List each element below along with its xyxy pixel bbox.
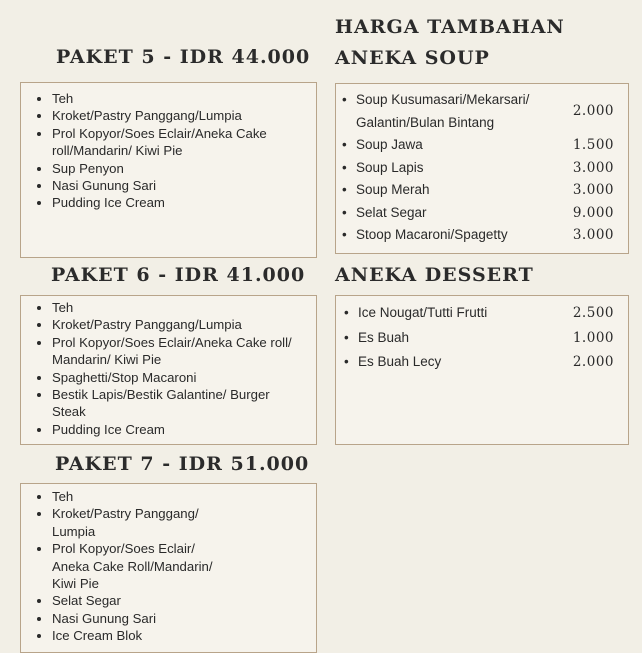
list-item: • Prol Kopyor/Soes Eclair/ Aneka Cake Roll/Mandarin/ Kiwi Pie bbox=[52, 540, 316, 592]
paket6-list bbox=[21, 299, 316, 438]
price-item bbox=[358, 350, 614, 375]
list-item: • Kroket/Pastry Panggang/Lumpia bbox=[52, 107, 316, 124]
item-name: • Soup Jawa bbox=[356, 137, 423, 152]
list-item: • Kroket/Pastry Panggang/Lumpia bbox=[52, 316, 316, 333]
dessert-title: ANEKA DESSERT bbox=[335, 264, 534, 286]
soup-title-line2: ANEKA SOUP bbox=[335, 47, 490, 69]
item-name: • Soup Merah bbox=[356, 182, 430, 197]
list-item: • Prol Kopyor/Soes Eclair/Aneka Cake roll/ Mandarin/ Kiwi Pie bbox=[52, 334, 316, 369]
item-price: 9.000 bbox=[572, 204, 614, 221]
paket7-list bbox=[21, 488, 316, 645]
paket5-box bbox=[20, 82, 317, 258]
item-name: • Es Buah bbox=[358, 329, 410, 345]
price-item bbox=[356, 179, 614, 202]
list-item: • Teh bbox=[52, 90, 316, 107]
price-item bbox=[356, 224, 614, 247]
soup-price-box bbox=[335, 83, 629, 254]
price-item bbox=[358, 326, 614, 351]
soup-price-list bbox=[336, 89, 628, 247]
paket5-list bbox=[21, 90, 316, 212]
item-price: 1.000 bbox=[572, 329, 614, 346]
list-item: • Ice Cream Blok bbox=[52, 627, 316, 644]
item-name: • Soup Kusumasari/Mekarsari/ Galantin/Bulan Bintang bbox=[356, 92, 530, 130]
list-item: • Selat Segar bbox=[52, 592, 316, 609]
item-name: • Es Buah Lecy bbox=[358, 354, 442, 369]
item-price: 3.000 bbox=[572, 182, 614, 198]
list-item: • Nasi Gunung Sari bbox=[52, 610, 316, 627]
item-name: • Soup Lapis bbox=[356, 159, 424, 175]
list-item: • Prol Kopyor/Soes Eclair/Aneka Cake roll/Mandarin/ Kiwi Pie bbox=[52, 125, 316, 160]
item-price: 1.500 bbox=[572, 137, 614, 153]
dessert-price-box bbox=[335, 295, 629, 445]
soup-title-line1: HARGA TAMBAHAN bbox=[335, 16, 565, 38]
item-price: 2.000 bbox=[572, 354, 614, 370]
price-item bbox=[356, 157, 614, 180]
price-item bbox=[356, 202, 614, 225]
price-item bbox=[356, 134, 614, 157]
list-item: • Teh bbox=[52, 488, 316, 505]
list-item: • Kroket/Pastry Panggang/ Lumpia bbox=[52, 505, 316, 540]
list-item: • Sup Penyon bbox=[52, 160, 316, 177]
item-price: 2.000 bbox=[572, 103, 614, 120]
price-item bbox=[356, 89, 614, 134]
list-item: • Nasi Gunung Sari bbox=[52, 177, 316, 194]
item-name: • Stoop Macaroni/Spagetty bbox=[356, 227, 508, 242]
paket6-box bbox=[20, 295, 317, 445]
list-item: • Teh bbox=[52, 299, 316, 316]
dessert-price-list bbox=[336, 301, 628, 375]
item-name: • Ice Nougat/Tutti Frutti bbox=[358, 305, 488, 320]
list-item: • Spaghetti/Stop Macaroni bbox=[52, 369, 316, 386]
paket7-box bbox=[20, 483, 317, 653]
item-price: 3.000 bbox=[572, 227, 614, 243]
item-name: • Selat Segar bbox=[356, 204, 427, 220]
list-item: • Pudding Ice Cream bbox=[52, 194, 316, 211]
item-price: 3.000 bbox=[572, 159, 614, 176]
list-item: • Bestik Lapis/Bestik Galantine/ Burger Steak bbox=[52, 386, 316, 421]
list-item: • Pudding Ice Cream bbox=[52, 421, 316, 438]
price-item bbox=[358, 301, 614, 326]
paket7-title: PAKET 7 - IDR 51.000 bbox=[55, 453, 310, 475]
paket6-title: PAKET 6 - IDR 41.000 bbox=[51, 264, 306, 286]
item-price: 2.500 bbox=[572, 305, 614, 321]
paket5-title: PAKET 5 - IDR 44.000 bbox=[56, 46, 311, 68]
